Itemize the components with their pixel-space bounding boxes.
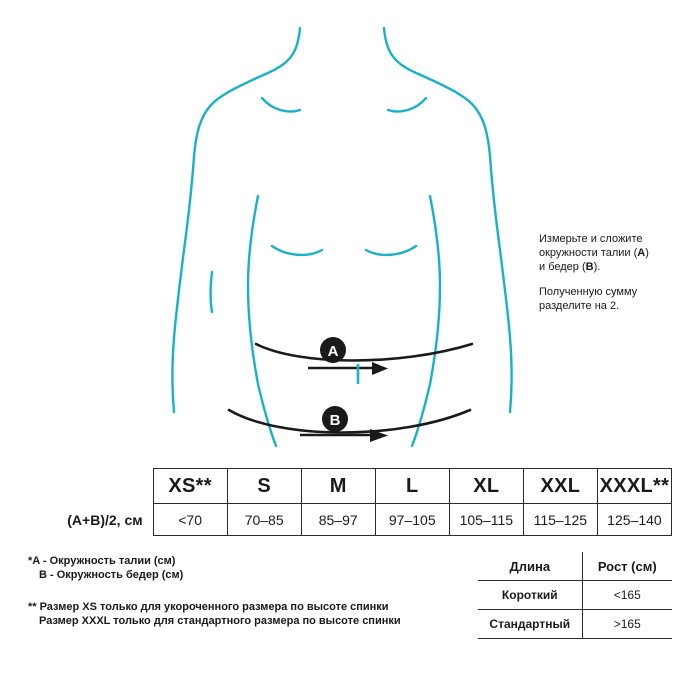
size-value-l: 97–105 [375,504,449,536]
length-header-length: Длина [478,552,582,581]
length-table [478,552,672,639]
size-value-xxxl: 125–140 [597,504,671,536]
footnote-measurements [28,554,183,582]
size-header-xxxl: XXXL** [597,469,671,504]
instruction-bold-b: B [585,261,594,273]
size-table [28,468,672,536]
waist-measure-line [256,344,472,361]
left-arm-crease [211,272,213,312]
length-table-header-row [478,552,672,581]
instruction-text-2: окружности талии ( [539,247,638,259]
size-header-xxl: XXL [523,469,597,504]
size-header-s: S [227,469,301,504]
left-chest-line [272,246,322,255]
size-value-xxl: 115–125 [523,504,597,536]
footnote-b-line2: Размер XXXL только для стандартного размера по высоте спинки [39,615,401,627]
size-header-m: M [301,469,375,504]
length-table-row-short [478,581,672,610]
torso-left-line [248,196,276,446]
size-table-header-row [28,469,672,504]
size-value-m: 85–97 [301,504,375,536]
right-collarbone [388,98,426,112]
waist-marker-label: A [327,343,339,360]
size-value-xl: 105–115 [449,504,523,536]
length-table-row-standard [478,610,672,639]
size-header-xs: XS** [153,469,227,504]
length-row-short-name: Короткий [478,581,582,610]
instruction-paragraph-2 [539,285,691,313]
instruction-text-7: разделите на 2. [539,300,620,312]
length-row-standard-name: Стандартный [478,610,582,639]
hip-marker-label: B [329,412,341,429]
footnote-a-line2: B - Окружность бедер (см) [39,569,184,581]
left-body-contour [173,28,301,412]
length-header-height: Рост (см) [582,552,672,581]
right-body-contour [384,28,512,412]
instruction-text-4: и бедер ( [539,261,586,273]
instructions-block [539,232,691,324]
size-header-l: L [375,469,449,504]
length-row-short-value: <165 [582,581,672,610]
waist-arrow [308,362,388,375]
body-outline-group [173,28,512,446]
instruction-paragraph-1 [539,232,691,274]
size-value-s: 70–85 [227,504,301,536]
instruction-bold-a: A [637,247,646,259]
instruction-text-6: Полученную сумму [539,286,638,298]
left-collarbone [262,98,300,112]
footnote-a-line1: *A - Окружность талии (см) [28,555,176,567]
right-chest-line [366,246,416,255]
instruction-text-3: ) [645,247,649,259]
length-row-standard-value: >165 [582,610,672,639]
torso-right-line [412,196,440,446]
instruction-text-1: Измерьте и сложите [539,233,643,245]
footnote-size-notes [28,600,401,628]
size-header-xl: XL [449,469,523,504]
size-table-value-row [28,504,672,536]
size-value-xs: <70 [153,504,227,536]
instruction-text-5: ). [593,261,601,273]
footnote-b-line1: ** Размер XS только для укороченного размера по высоте спинки [28,601,389,613]
size-table-row-label: (A+B)/2, см [67,511,143,528]
size-table-corner-empty [28,469,153,504]
